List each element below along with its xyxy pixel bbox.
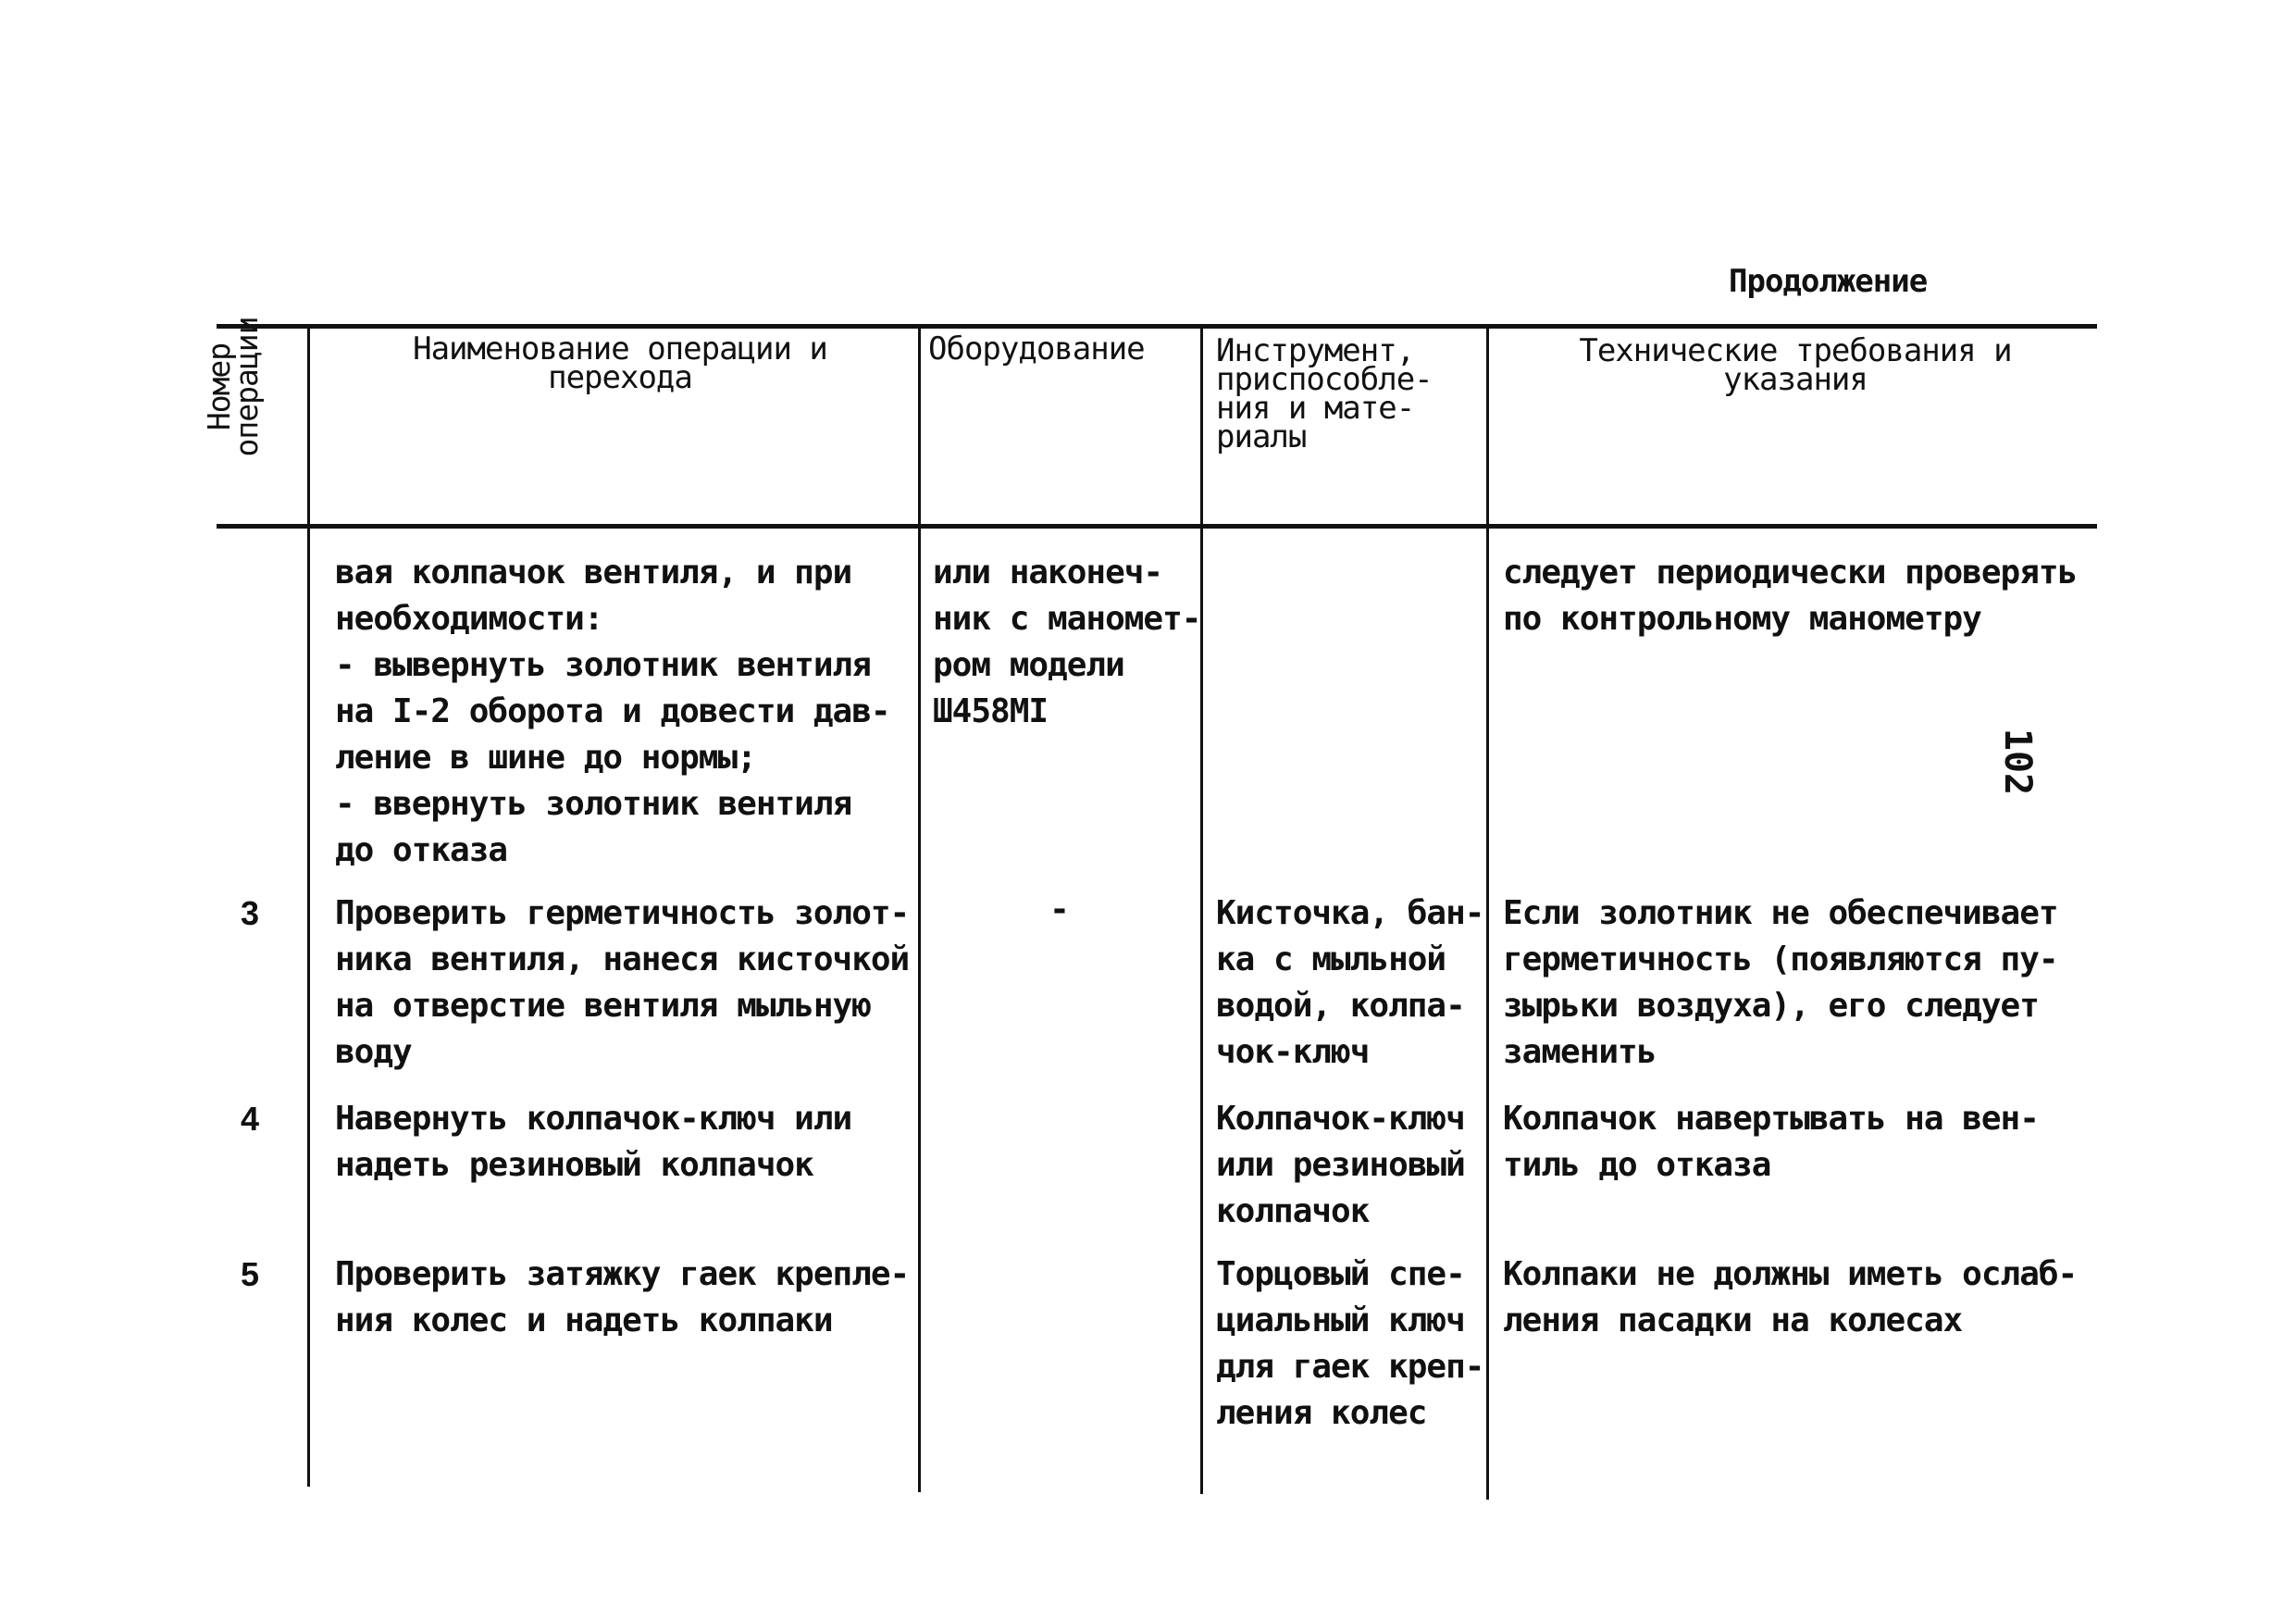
- table-row-1-equipment: или наконеч- ник с маномет- ром модели Ш458МI: [933, 554, 1201, 730]
- table-row-3-requirements: Колпачок навертывать на вен- тиль до отказа: [1503, 1100, 2039, 1184]
- header-requirements: Технические требования и указания: [1579, 332, 2012, 398]
- table-row-2-operation: Проверить герметичность золот- ника вентиля, нанеся кисточкой на отверстие вентиля мыльную воду: [335, 894, 910, 1071]
- header-bottom-rule: [217, 524, 2097, 529]
- page-number: 102: [1996, 728, 2039, 796]
- header-operation-number: Номер операции: [201, 317, 265, 457]
- continuation-label: Продолжение: [1729, 263, 1928, 300]
- table-row-4-requirements: Колпаки не должны иметь ослаб- ления пасадки на колесах: [1503, 1255, 2078, 1339]
- table-row-4-number: 5: [241, 1255, 260, 1293]
- table-row-3-tools: Колпачок-ключ или резиновый колпачок: [1216, 1100, 1465, 1230]
- table-row-4-tools: Торцовый спе- циальный ключ для гаек креп- ления колес: [1216, 1255, 1484, 1432]
- header-equipment: Оборудование: [928, 330, 1145, 367]
- table-row-3-number: 4: [241, 1100, 260, 1138]
- table-top-rule: [217, 324, 2097, 329]
- column-divider-1: [307, 324, 310, 1487]
- header-tools: Инструмент, приспособле- ния и мате- риалы: [1216, 332, 1433, 455]
- table-row-3-operation: Навернуть колпачок-ключ или надеть резиновый колпачок: [335, 1100, 852, 1184]
- table-row-2-number: 3: [241, 894, 260, 932]
- table-row-2-equipment: -: [1049, 890, 1070, 928]
- column-divider-3: [1200, 324, 1203, 1494]
- table-row-2-tools: Кисточка, бан- ка с мыльной водой, колпа- чок-ключ: [1216, 894, 1484, 1071]
- table-row-1-requirements: следует периодически проверять по контрольному манометру: [1503, 554, 2078, 638]
- table-row-4-operation: Проверить затяжку гаек крепле- ния колес и надеть колпаки: [335, 1255, 910, 1339]
- table-row-1-operation: вая колпачок вентиля, и при необходимости: - вывернуть золотник вентиля на I-2 оборота и довести дав- ление в шине до нормы; - ввернуть золотник вентиля до отказа: [335, 554, 890, 869]
- header-operation-name: Наименование операции и перехода: [413, 330, 827, 396]
- table-row-2-requirements: Если золотник не обеспечивает герметичность (появляются пу- зырьки воздуха), его следует заменить: [1503, 894, 2058, 1071]
